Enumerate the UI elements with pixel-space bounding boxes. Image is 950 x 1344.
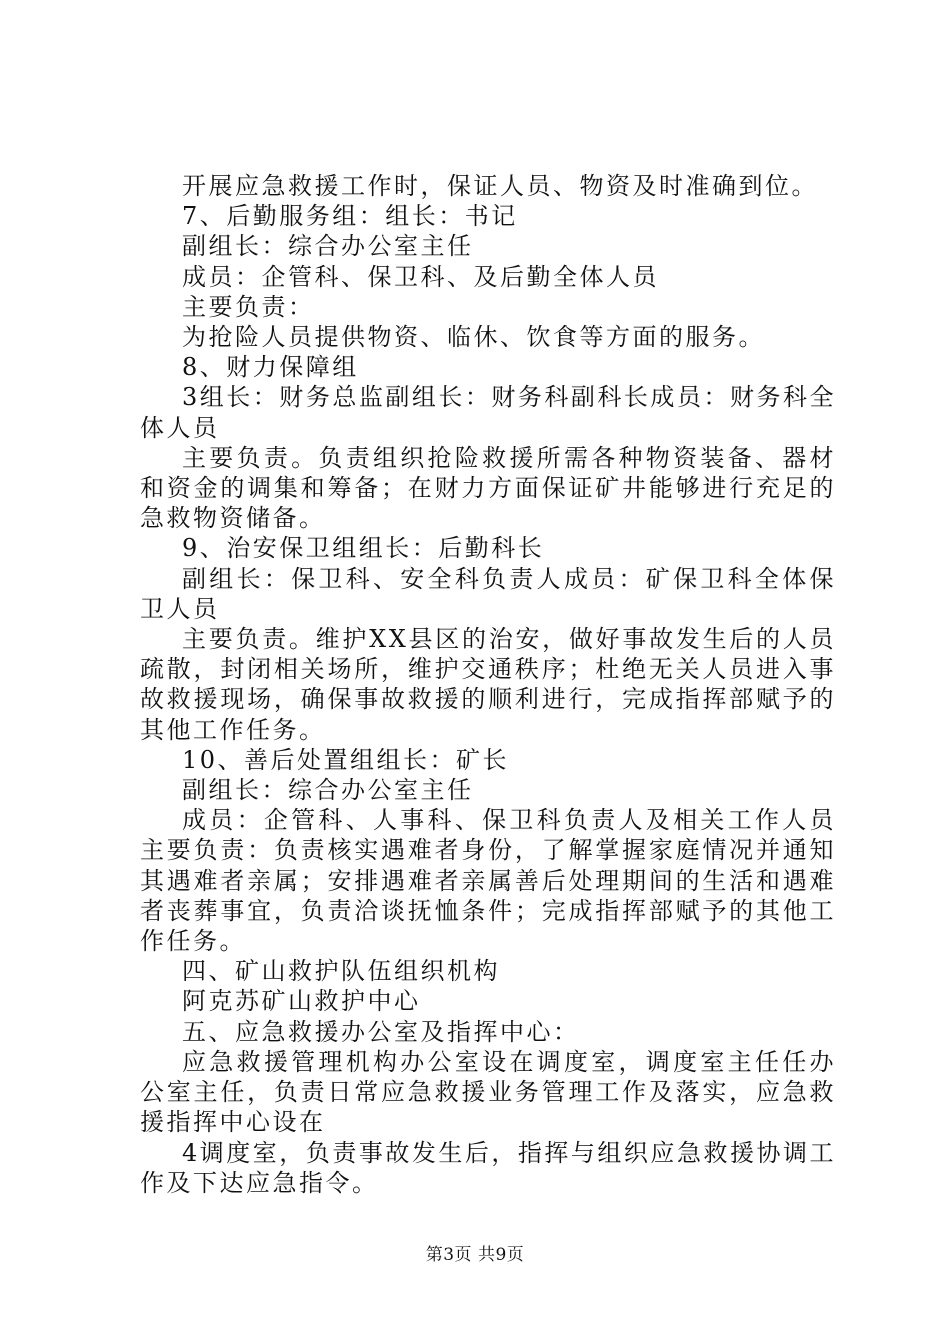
paragraph: 阿克苏矿山救护中心 [182,987,421,1016]
paragraph: 10、善后处置组组长：矿长 [182,745,510,774]
paragraph: 3组长：财务总监副组长：财务科副科长成员：财务科全体人员 [140,383,836,442]
paragraph: 7、后勤服务组：组长：书记 [182,202,518,231]
paragraph: 主要负责： [182,292,315,321]
paragraph: 副组长：综合办公室主任 [182,232,474,261]
paragraph: 4调度室，负责事故发生后，指挥与组织应急救援协调工作及下达应急指令。 [140,1138,836,1197]
paragraph: 五、应急救援办公室及指挥中心： [182,1017,580,1046]
document-body [140,171,836,1198]
paragraph: 应急救援管理机构办公室设在调度室，调度室主任任办公室主任，负责日常应急救援业务管理工作及落实，应急救援指挥中心设在 [140,1047,836,1137]
paragraph: 开展应急救援工作时，保证人员、物资及时准确到位。 [182,172,818,200]
paragraph: 为抢险人员提供物资、临休、饮食等方面的服务。 [182,323,765,352]
paragraph: 9、治安保卫组组长：后勤科长 [182,534,545,563]
paragraph: 成员：企管科、人事科、保卫科负责人及相关工作人员主要负责：负责核实遇难者身份，了解掌握家庭情况并通知其遇难者亲属；安排遇难者亲属善后处理期间的生活和遇难者丧葬事宜，负责洽谈抚恤条件；完成指挥部赋予的其他工作任务。 [140,806,836,956]
page-number-footer: 第3页 共9页 [425,1245,525,1265]
paragraph: 8、财力保障组 [182,353,359,382]
paragraph: 四、矿山救护队伍组织机构 [182,957,500,986]
paragraph: 主要负责。负责组织抢险救援所需各种物资装备、器材和资金的调集和筹备；在财力方面保证矿井能够进行充足的急救物资储备。 [140,443,836,533]
paragraph: 成员：企管科、保卫科、及后勤全体人员 [182,262,659,291]
paragraph: 主要负责。维护XX县区的治安，做好事故发生后的人员疏散，封闭相关场所，维护交通秩序；杜绝无关人员进入事故救援现场，确保事故救援的顺利进行，完成指挥部赋予的其他工作任务。 [140,625,836,744]
paragraph: 副组长：保卫科、安全科负责人成员：矿保卫科全体保卫人员 [140,564,836,623]
paragraph: 副组长：综合办公室主任 [182,776,474,805]
